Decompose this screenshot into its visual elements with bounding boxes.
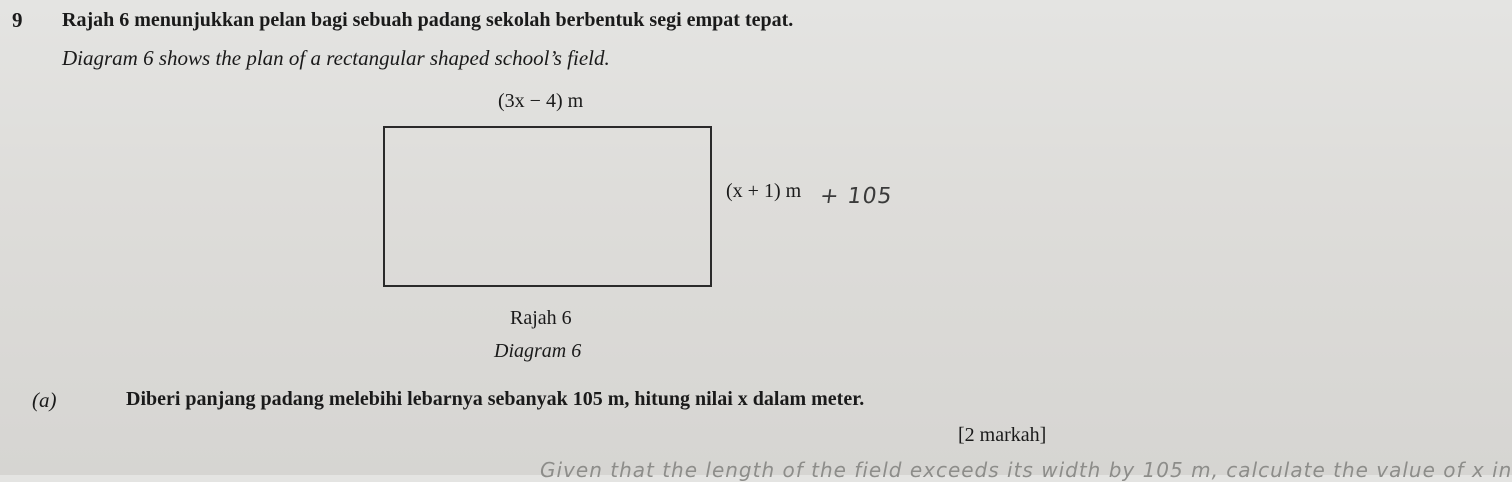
handwritten-note: + 105 (818, 184, 895, 209)
question-number: 9 (12, 8, 23, 32)
diagram-caption-malay: Rajah 6 (510, 307, 572, 329)
question-text-english: Diagram 6 shows the plan of a rectangular shaped school’s field. (62, 46, 610, 70)
marks-allocation: [2 markah] (958, 424, 1047, 446)
diagram-caption-english: Diagram 6 (494, 340, 582, 362)
part-a-label: (a) (32, 388, 57, 412)
rectangular-field-diagram (383, 126, 712, 287)
field-length-label: (3x − 4) m (498, 90, 584, 112)
bleed-through-text: Given that the length of the field exceeds its width by 105 m, calculate the value of x in (540, 458, 1512, 482)
question-text-malay: Rajah 6 menunjukkan pelan bagi sebuah padang sekolah berbentuk segi empat tepat. (62, 9, 794, 31)
part-a-question: Diberi panjang padang melebihi lebarnya sebanyak 105 m, hitung nilai x dalam meter. (126, 388, 865, 410)
field-width-label: (x + 1) m (726, 180, 802, 202)
